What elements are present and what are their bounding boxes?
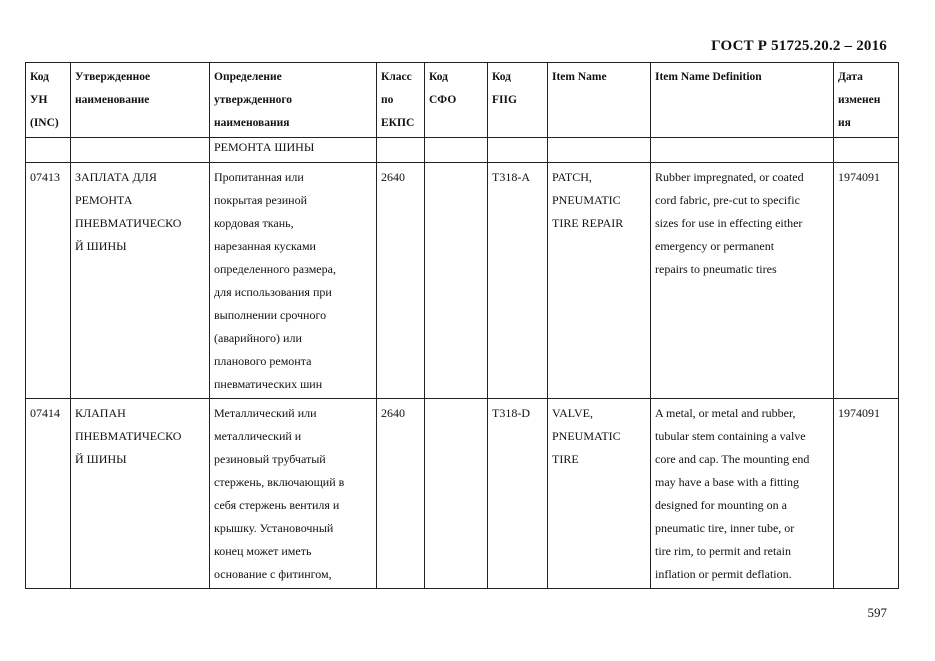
table-row-continuation <box>26 138 899 163</box>
cell-definition: Пропитанная или покрытая резиной кордовая ткань, нарезанная кусками определенного размера, для использования при выполнении срочного (аварийного) или планового ремонта пневматических шин <box>210 163 377 399</box>
header-approved-name: Утвержденное наименование <box>71 63 210 138</box>
cell-change-date: 1974091 <box>834 399 899 589</box>
document-standard-header: ГОСТ Р 51725.20.2 – 2016 <box>711 38 887 54</box>
cell-change-date: 1974091 <box>834 163 899 399</box>
header-definition: Определение утвержденного наименования <box>210 63 377 138</box>
cell-approved-name: ЗАПЛАТА ДЛЯ РЕМОНТА ПНЕВМАТИЧЕСКО Й ШИНЫ <box>71 163 210 399</box>
page-number: 597 <box>867 605 887 620</box>
cell-item-name-definition: Rubber impregnated, or coated cord fabric, pre-cut to specific sizes for use in effecting either emergency or permanent repairs to pneumatic tires <box>651 163 834 399</box>
table-header-row <box>26 63 899 138</box>
cell-ekps-class: 2640 <box>377 163 425 399</box>
header-sfo-code: Код СФО <box>425 63 488 138</box>
cell-ekps-class: 2640 <box>377 399 425 589</box>
cell-item-name: VALVE, PNEUMATIC TIRE <box>548 399 651 589</box>
cell-item-name-definition: A metal, or metal and rubber, tubular stem containing a valve core and cap. The mounting end may have a base with a fitting designed for mounting on a pneumatic tire, inner tube, or tire rim, to permit and retain inflation or permit deflation. <box>651 399 834 589</box>
nomenclature-table <box>25 62 899 589</box>
header-fiig-code: Код FIIG <box>488 63 548 138</box>
table-row <box>26 163 899 399</box>
cell-sfo-code <box>425 163 488 399</box>
cell-approved-name: КЛАПАН ПНЕВМАТИЧЕСКО Й ШИНЫ <box>71 399 210 589</box>
table-row <box>26 399 899 589</box>
cell-inc: 07413 <box>26 163 71 399</box>
header-ekps-class: Класс по ЕКПС <box>377 63 425 138</box>
header-inc: Код УН (INC) <box>26 63 71 138</box>
header-item-name-definition: Item Name Definition <box>651 63 834 138</box>
continuation-definition: РЕМОНТА ШИНЫ <box>210 138 377 163</box>
cell-fiig-code: T318-A <box>488 163 548 399</box>
header-item-name: Item Name <box>548 63 651 138</box>
cell-inc: 07414 <box>26 399 71 589</box>
cell-item-name: PATCH, PNEUMATIC TIRE REPAIR <box>548 163 651 399</box>
header-change-date: Дата изменен ия <box>834 63 899 138</box>
cell-definition: Металлический или металлический и резиновый трубчатый стержень, включающий в себя стержень вентиля и крышку. Установочный конец может иметь основание с фитингом, <box>210 399 377 589</box>
cell-sfo-code <box>425 399 488 589</box>
cell-fiig-code: T318-D <box>488 399 548 589</box>
